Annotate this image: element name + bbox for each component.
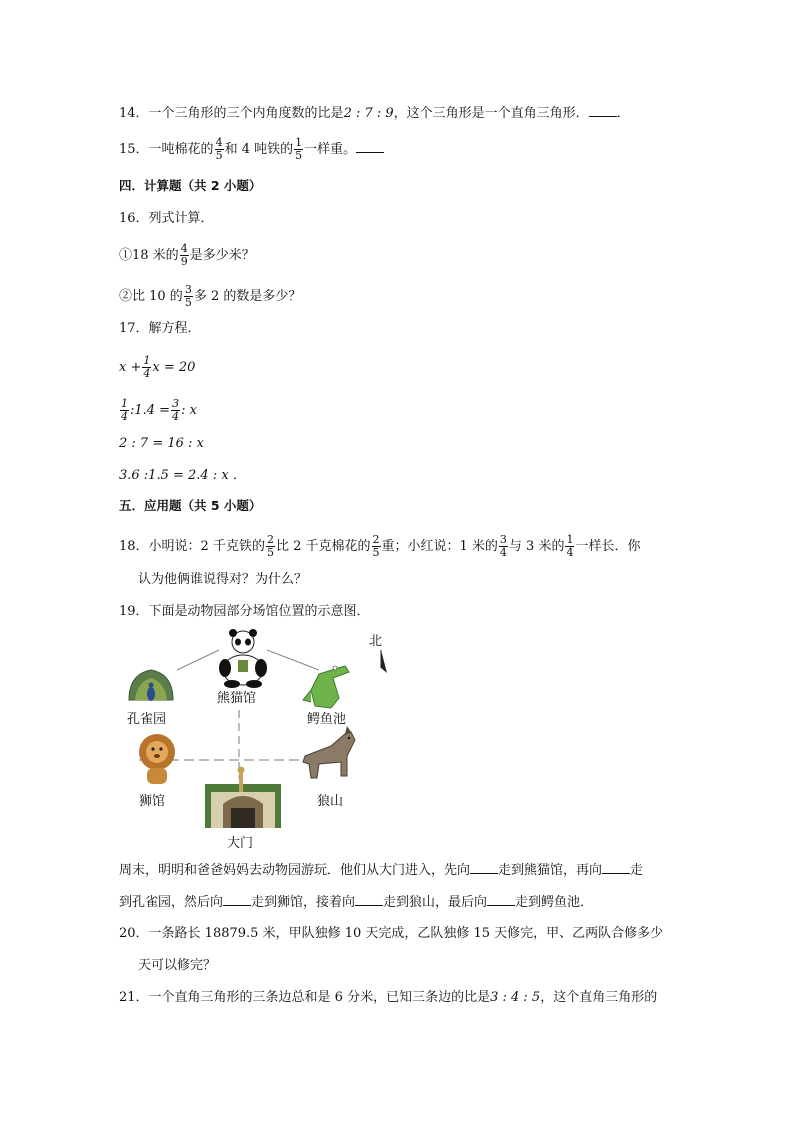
- answer-blank[interactable]: [356, 140, 384, 153]
- fraction: $\frac{1}{4}$: [566, 533, 574, 559]
- section-heading-4: 四．计算题（共 2 小题）: [119, 178, 262, 193]
- panda-label: 熊猫馆: [217, 691, 257, 706]
- question-20-line-1: 20．一条路长 18879.5 米，甲队独修 10 天完成，乙队独修 15 天修完，甲、乙两队合修多少: [119, 926, 664, 941]
- question-15: 15．一吨棉花的 $\frac{4}{5}$ 和 4 吨铁的 $\frac{1}{5}$ 一样重。: [119, 137, 384, 162]
- wolf-icon: [303, 726, 355, 778]
- equation-3: 2 : 7 = 16 : x: [119, 436, 204, 451]
- answer-blank[interactable]: [355, 893, 383, 906]
- fraction: $\frac{4}{5}$: [215, 136, 223, 162]
- fraction: $\frac{3}{5}$: [184, 283, 192, 309]
- fraction: $\frac{3}{4}$: [499, 533, 507, 559]
- question-16-part-1: ①18 米的 $\frac{4}{9}$ 是多少米？: [119, 242, 255, 268]
- question-19-title: 19．下面是动物园部分场馆位置的示意图．: [119, 604, 370, 619]
- question-19-line-2: 到孔雀园，然后向 走到狮馆，接着向 走到狼山，最后向 走到鳄鱼池．: [119, 895, 594, 910]
- question-18: 18．小明说：2 千克铁的 $\frac{2}{5}$ 比 2 千克棉花的 $\frac{2}{5}$ 重；小红说：1 米的 $\frac{3}{4}$ 与 3 米的 $\frac{1}{4}$ 一样长．你: [119, 533, 641, 559]
- answer-blank[interactable]: [487, 893, 515, 906]
- fraction: $\frac{2}{5}$: [372, 533, 380, 559]
- answer-blank[interactable]: [589, 104, 617, 117]
- equation-2: $\frac{1}{4}$ :1.4 = $\frac{3}{4}$ : x: [121, 397, 197, 423]
- question-20-line-2: 天可以修完？: [138, 958, 217, 973]
- question-19-line-1: 周末，明明和爸爸妈妈去动物园游玩．他们从大门进入，先向 走到熊猫馆，再向 走: [119, 863, 644, 878]
- zoo-map: [119, 628, 389, 850]
- question-18-line-2: 认为他俩谁说得对？为什么？: [138, 572, 308, 587]
- gate-label: 大门: [227, 836, 254, 851]
- peacock-icon: [129, 670, 173, 701]
- answer-blank[interactable]: [223, 893, 251, 906]
- equation-1: x + $\frac{1}{4}$ x = 20: [119, 354, 196, 380]
- zoo-map-lines: [119, 628, 389, 850]
- equation-4: 3.6 :1.5 = 2.4 : x ．: [119, 468, 246, 483]
- fraction: $\frac{2}{5}$: [266, 533, 274, 559]
- answer-blank[interactable]: [470, 861, 498, 874]
- north-arrow-icon: [381, 650, 387, 673]
- wolf-label: 狼山: [317, 794, 344, 809]
- peacock-label: 孔雀园: [127, 712, 167, 727]
- question-17-title: 17．解方程．: [119, 321, 201, 336]
- section-heading-5: 五．应用题（共 5 小题）: [119, 498, 262, 513]
- fraction: $\frac{1}{5}$: [295, 136, 303, 162]
- fraction: $\frac{1}{4}$: [121, 397, 128, 423]
- panda-icon: [219, 629, 267, 688]
- lion-label: 狮馆: [139, 794, 166, 809]
- question-16-title: 16．列式计算．: [119, 211, 214, 226]
- question-21: 21．一个直角三角形的三条边总和是 6 分米，已知三条边的比是3 : 4 : 5，这个直角三角形的: [119, 990, 658, 1005]
- lion-icon: [139, 734, 175, 784]
- croc-label: 鳄鱼池: [307, 712, 347, 727]
- north-label: 北: [369, 634, 383, 649]
- gate-icon: [205, 767, 281, 829]
- fraction: $\frac{1}{4}$: [143, 354, 151, 380]
- fraction: $\frac{4}{9}$: [180, 242, 188, 268]
- crocodile-icon: [303, 666, 349, 708]
- answer-blank[interactable]: [602, 861, 630, 874]
- question-14: 14．一个三角形的三个内角度数的比是2 : 7 : 9，这个三角形是一个直角三角形． ．: [119, 106, 630, 121]
- question-16-part-2: ②比 10 的 $\frac{3}{5}$ 多 2 的数是多少？: [119, 283, 302, 309]
- fraction: $\frac{3}{4}$: [172, 397, 180, 423]
